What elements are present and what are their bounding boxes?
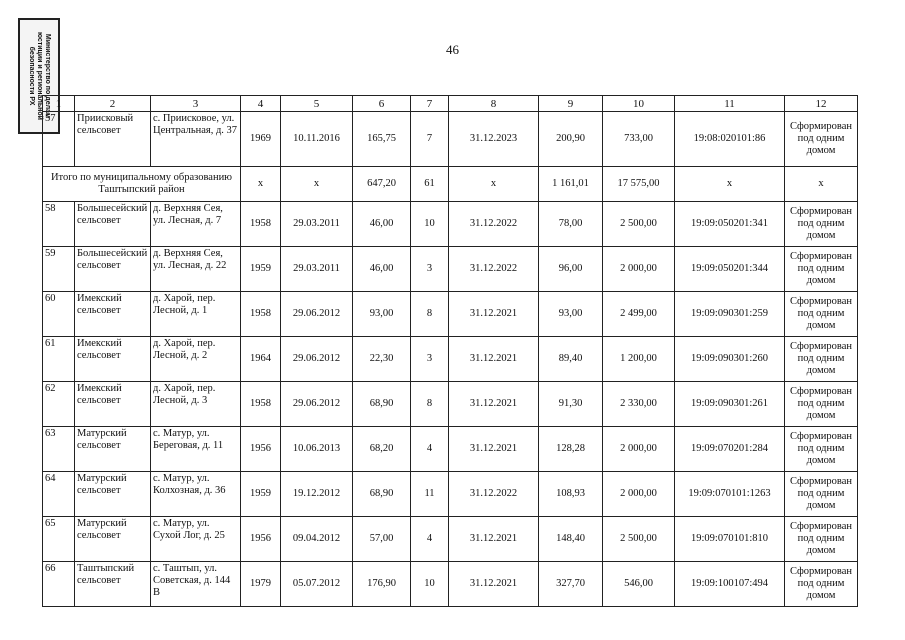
residents-cell: 10 (411, 202, 449, 247)
header-cell: 11 (675, 96, 785, 112)
residents-cell: 11 (411, 472, 449, 517)
total-cell: x (281, 167, 353, 202)
deadline-cell: 31.12.2022 (449, 472, 539, 517)
address-cell: с. Матур, ул. Береговая, д. 11 (151, 427, 241, 472)
table-row (43, 292, 858, 337)
address-cell: с. Таштып, ул. Советская, д. 144 В (151, 562, 241, 607)
cost-cell: 2 000,00 (603, 247, 675, 292)
deadline-cell: 31.12.2021 (449, 427, 539, 472)
date-cell: 29.06.2012 (281, 337, 353, 382)
header-cell: 5 (281, 96, 353, 112)
row-number: 66 (43, 562, 75, 607)
area-cell: 165,75 (353, 112, 411, 167)
settlement-cell: Имекский сельсовет (75, 382, 151, 427)
area-cell: 93,00 (353, 292, 411, 337)
header-cell: 9 (539, 96, 603, 112)
table-row (43, 202, 858, 247)
cost-cell: 1 200,00 (603, 337, 675, 382)
cadastral-cell: 19:09:050201:344 (675, 247, 785, 292)
settlement-cell: Таштыпский сельсовет (75, 562, 151, 607)
settlement-cell: Матурский сельсовет (75, 472, 151, 517)
date-cell: 10.11.2016 (281, 112, 353, 167)
year-cell: 1959 (241, 247, 281, 292)
address-cell: с. Приисковое, ул. Центральная, д. 37 (151, 112, 241, 167)
page-number: 46 (446, 42, 459, 57)
area-cell: 68,90 (353, 472, 411, 517)
row-number: 60 (43, 292, 75, 337)
row-number: 63 (43, 427, 75, 472)
table-row (43, 517, 858, 562)
stamp-line: юстиции и региональной (36, 32, 43, 120)
residents-cell: 8 (411, 292, 449, 337)
cost-cell: 733,00 (603, 112, 675, 167)
year-cell: 1958 (241, 202, 281, 247)
deadline-cell: 31.12.2021 (449, 292, 539, 337)
deadline-cell: 31.12.2022 (449, 247, 539, 292)
area2-cell: 200,90 (539, 112, 603, 167)
total-residents-cell: 61 (411, 167, 449, 202)
date-cell: 05.07.2012 (281, 562, 353, 607)
area-cell: 46,00 (353, 202, 411, 247)
cadastral-cell: 19:08:020101:86 (675, 112, 785, 167)
address-cell: д. Харой, пер. Лесной, д. 1 (151, 292, 241, 337)
row-number: 62 (43, 382, 75, 427)
row-number: 61 (43, 337, 75, 382)
table-row (43, 382, 858, 427)
area-cell: 68,90 (353, 382, 411, 427)
total-cell: x (449, 167, 539, 202)
area-cell: 46,00 (353, 247, 411, 292)
header-cell: 10 (603, 96, 675, 112)
status-cell: Сформирован под одним домом (785, 472, 858, 517)
cost-cell: 546,00 (603, 562, 675, 607)
deadline-cell: 31.12.2021 (449, 517, 539, 562)
area2-cell: 148,40 (539, 517, 603, 562)
address-cell: д. Верхняя Сея, ул. Лесная, д. 22 (151, 247, 241, 292)
status-cell: Сформирован под одним домом (785, 382, 858, 427)
area2-cell: 96,00 (539, 247, 603, 292)
status-cell: Сформирован под одним домом (785, 517, 858, 562)
row-number: 65 (43, 517, 75, 562)
status-cell: Сформирован под одним домом (785, 247, 858, 292)
date-cell: 29.03.2011 (281, 202, 353, 247)
total-cost-cell: 17 575,00 (603, 167, 675, 202)
status-cell: Сформирован под одним домом (785, 112, 858, 167)
address-cell: д. Харой, пер. Лесной, д. 3 (151, 382, 241, 427)
total-row (43, 167, 858, 202)
settlement-cell: Матурский сельсовет (75, 517, 151, 562)
area2-cell: 93,00 (539, 292, 603, 337)
column-number-header-row (43, 96, 858, 112)
settlement-cell: Имекский сельсовет (75, 292, 151, 337)
settlement-cell: Матурский сельсовет (75, 427, 151, 472)
area-cell: 68,20 (353, 427, 411, 472)
residents-cell: 10 (411, 562, 449, 607)
cadastral-cell: 19:09:070101:1263 (675, 472, 785, 517)
date-cell: 29.06.2012 (281, 292, 353, 337)
cost-cell: 2 000,00 (603, 472, 675, 517)
total-cell: x (241, 167, 281, 202)
total-label: Итого по муниципальному образованию Таштыпский район (43, 167, 241, 202)
table-row (43, 337, 858, 382)
status-cell: Сформирован под одним домом (785, 427, 858, 472)
date-cell: 29.06.2012 (281, 382, 353, 427)
deadline-cell: 31.12.2022 (449, 202, 539, 247)
year-cell: 1979 (241, 562, 281, 607)
area2-cell: 327,70 (539, 562, 603, 607)
deadline-cell: 31.12.2021 (449, 337, 539, 382)
total-area2-cell: 1 161,01 (539, 167, 603, 202)
residents-cell: 7 (411, 112, 449, 167)
year-cell: 1956 (241, 517, 281, 562)
row-number: 59 (43, 247, 75, 292)
cadastral-cell: 19:09:090301:259 (675, 292, 785, 337)
cadastral-cell: 19:09:090301:261 (675, 382, 785, 427)
header-cell: 12 (785, 96, 858, 112)
header-cell: 4 (241, 96, 281, 112)
address-cell: с. Матур, ул. Сухой Лог, д. 25 (151, 517, 241, 562)
cost-cell: 2 500,00 (603, 202, 675, 247)
cost-cell: 2 000,00 (603, 427, 675, 472)
cadastral-cell: 19:09:070101:810 (675, 517, 785, 562)
cadastral-cell: 19:09:050201:341 (675, 202, 785, 247)
year-cell: 1958 (241, 382, 281, 427)
deadline-cell: 31.12.2023 (449, 112, 539, 167)
total-cell: x (675, 167, 785, 202)
residents-cell: 4 (411, 517, 449, 562)
header-cell: 7 (411, 96, 449, 112)
table-row (43, 562, 858, 607)
table-row (43, 247, 858, 292)
header-cell: 8 (449, 96, 539, 112)
settlement-cell: Большесейский сельсовет (75, 247, 151, 292)
row-number: 58 (43, 202, 75, 247)
row-number: 64 (43, 472, 75, 517)
year-cell: 1969 (241, 112, 281, 167)
area-cell: 22,30 (353, 337, 411, 382)
header-cell: 2 (75, 96, 151, 112)
cost-cell: 2 330,00 (603, 382, 675, 427)
year-cell: 1956 (241, 427, 281, 472)
area-cell: 57,00 (353, 517, 411, 562)
total-cell: x (785, 167, 858, 202)
date-cell: 19.12.2012 (281, 472, 353, 517)
area2-cell: 128,28 (539, 427, 603, 472)
residents-cell: 3 (411, 337, 449, 382)
stamp-line: безопасности РХ (28, 46, 35, 106)
row-number: 57 (43, 112, 75, 167)
address-cell: д. Харой, пер. Лесной, д. 2 (151, 337, 241, 382)
residents-cell: 8 (411, 382, 449, 427)
settlement-cell: Приисковый сельсовет (75, 112, 151, 167)
cost-cell: 2 499,00 (603, 292, 675, 337)
stamp-line: Министерство по делам (44, 33, 51, 119)
status-cell: Сформирован под одним домом (785, 292, 858, 337)
area2-cell: 89,40 (539, 337, 603, 382)
table-row (43, 472, 858, 517)
settlement-cell: Большесейский сельсовет (75, 202, 151, 247)
year-cell: 1958 (241, 292, 281, 337)
table-row (43, 427, 858, 472)
status-cell: Сформирован под одним домом (785, 337, 858, 382)
cost-cell: 2 500,00 (603, 517, 675, 562)
table-row (43, 112, 858, 167)
deadline-cell: 31.12.2021 (449, 562, 539, 607)
header-cell: 3 (151, 96, 241, 112)
residents-cell: 4 (411, 427, 449, 472)
status-cell: Сформирован под одним домом (785, 562, 858, 607)
year-cell: 1959 (241, 472, 281, 517)
total-area-cell: 647,20 (353, 167, 411, 202)
settlement-cell: Имекский сельсовет (75, 337, 151, 382)
date-cell: 10.06.2013 (281, 427, 353, 472)
residents-cell: 3 (411, 247, 449, 292)
area-cell: 176,90 (353, 562, 411, 607)
cadastral-cell: 19:09:070201:284 (675, 427, 785, 472)
status-cell: Сформирован под одним домом (785, 202, 858, 247)
cadastral-cell: 19:09:090301:260 (675, 337, 785, 382)
date-cell: 29.03.2011 (281, 247, 353, 292)
area2-cell: 78,00 (539, 202, 603, 247)
housing-register-table (42, 95, 858, 607)
cadastral-cell: 19:09:100107:494 (675, 562, 785, 607)
address-cell: д. Верхняя Сея, ул. Лесная, д. 7 (151, 202, 241, 247)
header-cell: 6 (353, 96, 411, 112)
address-cell: с. Матур, ул. Колхозная, д. 36 (151, 472, 241, 517)
deadline-cell: 31.12.2021 (449, 382, 539, 427)
year-cell: 1964 (241, 337, 281, 382)
date-cell: 09.04.2012 (281, 517, 353, 562)
header-cell: 1 (43, 96, 75, 112)
area2-cell: 91,30 (539, 382, 603, 427)
area2-cell: 108,93 (539, 472, 603, 517)
